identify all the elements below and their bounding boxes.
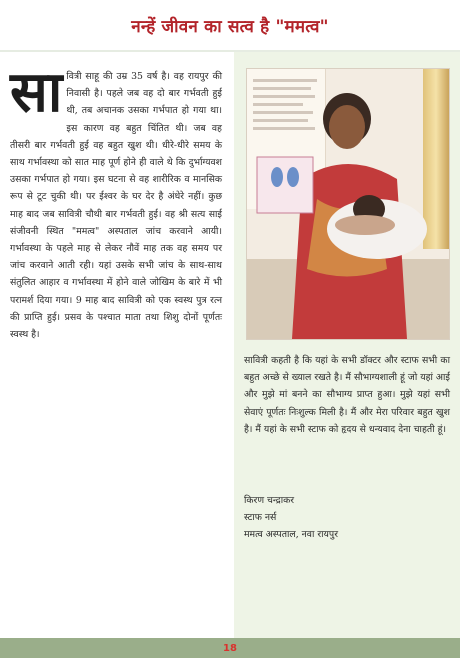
page-title: नन्हें जीवन का सत्व है "ममत्व" <box>131 16 329 37</box>
signature-name: किरण चन्द्राकर <box>244 495 295 506</box>
dropcap: सा <box>10 60 63 125</box>
article-text: वित्री साहू की उम्र 35 वर्ष है। वह रायपुर की निवासी है। पहले जब वह दो बार गर्भवती हुई थी, तब अचानक उसका गर्भपात हो गया था। इस कारण वह बहुत चिंतित थी। जब वह तीसरी बार गर्भवती हुई वह बहुत खुश थी। धीरे-धीरे समय के साथ गर्भावस्था को सात माह पूर्ण होने ही वाले थे कि दुर्भाग्यवश उसका गर्भपात हो गया। इस घटना से वह शारीरिक व मानसिक रूप से टूट चुकी थी। पर ईश्वर के घर देर है अंधेरे नहीं। कुछ माह बाद जब सावित्री चौथी बार गर्भवती हुई। वह श्री सत्य साई संजीवनी स्थित "ममत्व" अस्पताल जांच करवाने आयी। गर्भावस्था के पहले माह से लेकर नौवें माह तक वह समय पर जांच करवाने आती रही। यहां उसके सभी जांच के साथ-साथ संतुलित आहार व गर्भावस्था में होने वाले जोखिम के बारे में भी परामर्श दिया गया। 9 माह बाद सावित्री को एक स्वस्थ पुत्र रत्न की प्राप्ति हुई। प्रसव के पश्चात माता तथा शिशु दोनों पूर्णतः स्वस्थ है। <box>10 71 222 341</box>
signature-block <box>244 492 450 544</box>
mother-baby-photo <box>246 68 450 340</box>
article-body <box>10 60 222 343</box>
mother-arm <box>335 215 395 235</box>
article-column <box>0 52 234 638</box>
photo-illustration <box>247 69 449 339</box>
quote-column <box>234 52 460 638</box>
footprint-right <box>287 167 299 187</box>
face <box>329 105 365 149</box>
footer-bar <box>0 638 460 658</box>
certificate-card <box>257 157 313 213</box>
footprint-left <box>271 167 283 187</box>
testimonial-text: सावित्री कहती है कि यहां के सभी डॉक्टर और स्टाफ सभी का बहुत अच्छे से ख्याल रखते है। मैं सौभाग्यशाली हूं जो यहां आई और मुझे मां बनने का सौभाग्य प्राप्त हुआ। मुझे यहां सभी सेवाएं पूर्णतः निःशुल्क मिली है। मैं और मेरा परिवार बहुत खुश है। मैं यहां के सभी स्टाफ को हृदय से धन्यवाद देना चाहती हूं। <box>244 355 450 435</box>
signature-role: स्टाफ नर्स <box>244 512 277 524</box>
signature-org: ममत्व अस्पताल, नवा रायपुर <box>244 529 339 541</box>
page-number: 18 <box>223 642 237 654</box>
